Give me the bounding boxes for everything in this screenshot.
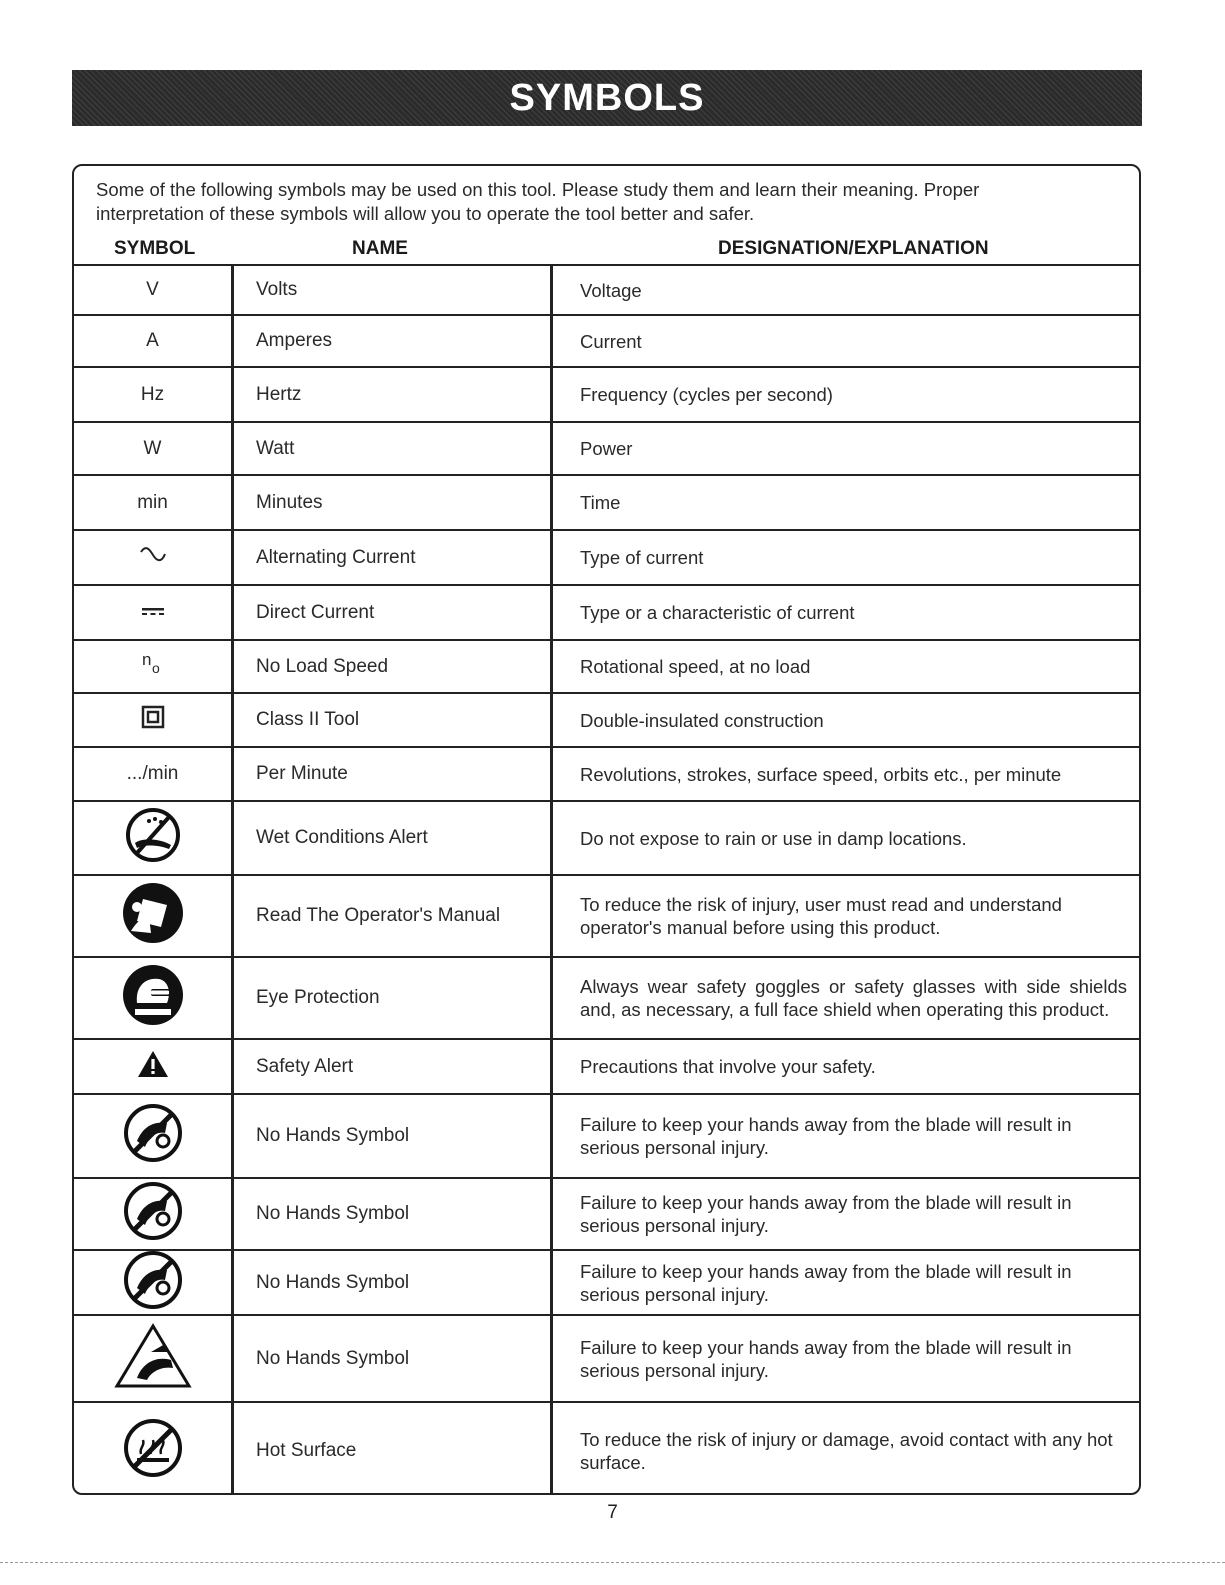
description-cell: To reduce the risk of injury or damage, avoid contact with any hot surface. — [580, 1429, 1113, 1473]
description-cell: Failure to keep your hands away from the blade will result in serious personal injury. — [580, 1114, 1072, 1158]
bottom-rule — [0, 1562, 1225, 1563]
description-cell: Double-insulated construction — [580, 709, 824, 731]
symbol-cell — [74, 1040, 234, 1093]
name-cell: Wet Conditions Alert — [234, 802, 553, 874]
symbol-cell — [74, 1251, 234, 1314]
symbol-cell — [74, 1095, 234, 1177]
symbol-cell — [74, 876, 234, 956]
symbol-cell — [74, 802, 234, 874]
safety-alert-icon — [136, 1049, 170, 1085]
intro-line-1: Some of the following symbols may be used on this tool. Please study them and learn their meaning. Proper — [96, 179, 980, 200]
name-cell: Hertz — [234, 368, 553, 421]
name-cell: Watt — [234, 423, 553, 474]
symbol-text: min — [137, 491, 168, 513]
header-symbol: SYMBOL — [114, 238, 196, 259]
table-row — [74, 1095, 1139, 1179]
direct-current-icon — [140, 602, 166, 624]
class-ii-tool-icon — [141, 705, 165, 735]
symbol-text: V — [146, 279, 159, 300]
alternating-current-icon — [138, 546, 168, 570]
name-cell: Direct Current — [234, 586, 553, 639]
symbol-cell — [74, 641, 234, 692]
hot-surface-icon — [123, 1418, 183, 1484]
table-row — [74, 748, 1139, 802]
name-cell: Minutes — [234, 476, 553, 529]
description-cell: Frequency (cycles per second) — [580, 384, 833, 405]
table-row — [74, 694, 1139, 748]
wet-conditions-icon — [125, 807, 181, 869]
description-cell: Type of current — [580, 547, 704, 568]
symbols-table — [74, 264, 1139, 1495]
intro-line-2: interpretation of these symbols will allow you to operate the tool better and safer. — [96, 203, 755, 224]
table-row — [74, 1316, 1139, 1403]
page-number: 7 — [607, 1502, 618, 1523]
eye-protection-icon — [121, 963, 185, 1033]
symbol-cell — [74, 1316, 234, 1401]
symbol-cell — [74, 368, 234, 421]
table-row — [74, 1040, 1139, 1095]
title-banner — [72, 70, 1142, 126]
table-row — [74, 641, 1139, 694]
symbol-cell — [74, 423, 234, 474]
symbol-cell — [74, 586, 234, 639]
description-cell: Revolutions, strokes, surface speed, orbits etc., per minute — [580, 763, 1062, 785]
name-cell: No Hands Symbol — [234, 1251, 553, 1314]
description-cell: Do not expose to rain or use in damp locations. — [580, 827, 967, 849]
symbol-cell — [74, 266, 234, 314]
name-cell: Hot Surface — [234, 1403, 553, 1495]
no-hands-icon — [123, 1103, 183, 1169]
name-cell: Amperes — [234, 316, 553, 366]
name-cell: Eye Protection — [234, 958, 553, 1038]
table-row — [74, 1403, 1139, 1495]
name-cell: No Hands Symbol — [234, 1095, 553, 1177]
read-manual-icon — [121, 881, 185, 951]
name-cell: Read The Operator's Manual — [234, 876, 553, 956]
svg-text:o: o — [151, 659, 160, 676]
table-row — [74, 1179, 1139, 1251]
table-row — [74, 802, 1139, 876]
name-cell: No Hands Symbol — [234, 1316, 553, 1401]
table-row — [74, 266, 1139, 316]
description-cell: Failure to keep your hands away from the blade will result in serious personal injury. — [580, 1192, 1072, 1236]
table-row — [74, 876, 1139, 958]
symbol-text: W — [143, 437, 162, 459]
description-cell: Voltage — [580, 279, 642, 301]
table-headers — [74, 238, 1139, 264]
description-cell: Precautions that involve your safety. — [580, 1056, 876, 1077]
symbol-cell — [74, 1403, 234, 1495]
description-cell: Current — [580, 330, 642, 352]
table-row — [74, 586, 1139, 641]
description-cell: Always wear safety goggles or safety glasses with side shields and, as necessary, a full face shield when operating this product. — [580, 976, 1127, 1020]
no-hands-icon — [123, 1181, 183, 1247]
page-title: SYMBOLS — [509, 76, 705, 119]
table-row — [74, 531, 1139, 586]
no-load-speed-icon — [138, 651, 168, 683]
symbol-cell — [74, 694, 234, 746]
table-row — [74, 368, 1139, 423]
description-cell: Power — [580, 438, 633, 459]
symbol-text: .../min — [126, 763, 179, 784]
name-cell: Volts — [234, 266, 553, 314]
no-hands-warning-icon — [113, 1322, 193, 1396]
description-cell: Failure to keep your hands away from the blade will result in serious personal injury. — [580, 1260, 1072, 1305]
description-cell: To reduce the risk of injury, user must read and understand operator's manual before using this product. — [580, 894, 1062, 938]
header-designation: DESIGNATION/EXPLANATION — [718, 238, 989, 259]
header-name: NAME — [352, 238, 408, 259]
description-cell: Failure to keep your hands away from the blade will result in serious personal injury. — [580, 1336, 1072, 1381]
description-cell: Time — [580, 492, 621, 513]
symbol-cell — [74, 316, 234, 366]
symbols-frame — [72, 164, 1141, 1495]
name-cell: No Hands Symbol — [234, 1179, 553, 1249]
table-row — [74, 958, 1139, 1040]
symbol-text: Hz — [140, 383, 165, 405]
name-cell: Per Minute — [234, 748, 553, 800]
description-cell: Rotational speed, at no load — [580, 656, 811, 677]
no-hands-icon — [123, 1250, 183, 1316]
symbol-text: A — [146, 330, 159, 351]
name-cell: Class II Tool — [234, 694, 553, 746]
svg-text:n: n — [141, 650, 151, 669]
intro-text — [96, 178, 1126, 226]
table-row — [74, 476, 1139, 531]
table-row — [74, 423, 1139, 476]
symbol-cell — [74, 748, 234, 800]
description-cell: Type or a characteristic of current — [580, 602, 855, 623]
table-row — [74, 1251, 1139, 1316]
table-row — [74, 316, 1139, 368]
symbol-cell — [74, 476, 234, 529]
name-cell: Alternating Current — [234, 531, 553, 584]
name-cell: No Load Speed — [234, 641, 553, 692]
symbol-cell — [74, 531, 234, 584]
symbol-cell — [74, 958, 234, 1038]
name-cell: Safety Alert — [234, 1040, 553, 1093]
symbol-cell — [74, 1179, 234, 1249]
